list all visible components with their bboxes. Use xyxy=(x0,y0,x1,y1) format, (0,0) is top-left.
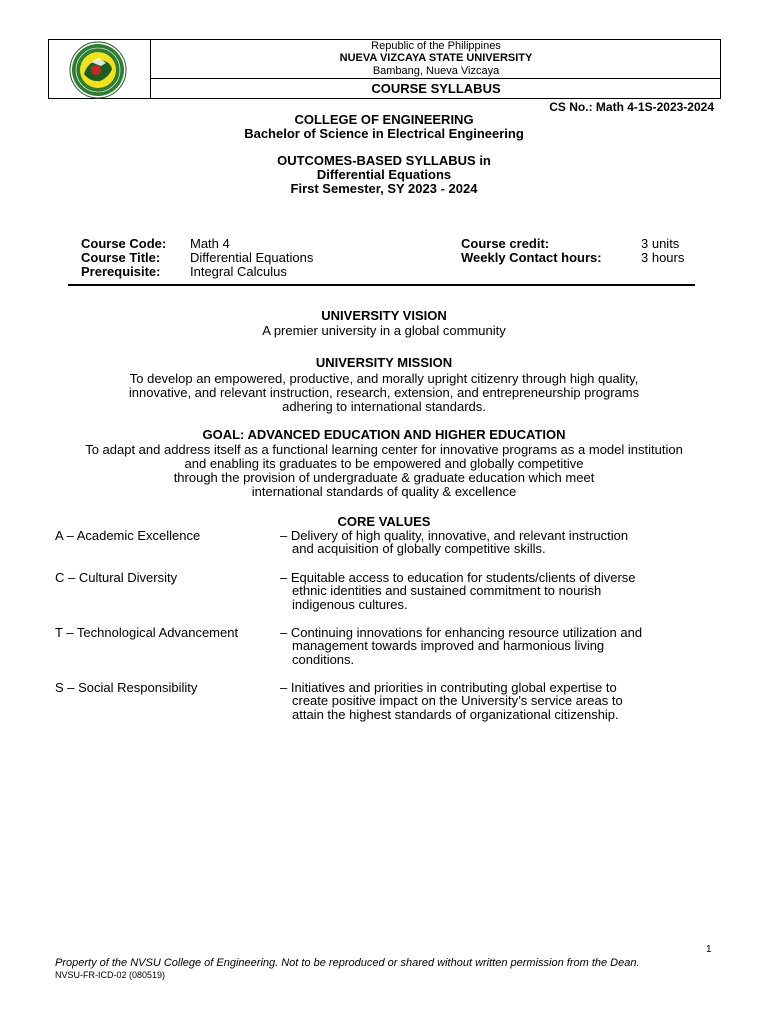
prerequisite-label: Prerequisite: xyxy=(81,264,161,279)
course-code-value: Math 4 xyxy=(190,236,230,251)
republic-line: Republic of the Philippines xyxy=(371,40,501,52)
form-number: NVSU-FR-ICD-02 (080519) xyxy=(55,970,166,980)
core-value-desc: conditions. xyxy=(292,652,355,667)
core-value-desc: indigenous cultures. xyxy=(292,597,408,612)
mission-line: innovative, and relevant instruction, research, extension, and entrepreneurship programs xyxy=(128,385,640,400)
core-value-desc: and acquisition of globally competitive skills. xyxy=(292,541,546,556)
core-value-label: C – Cultural Diversity xyxy=(55,570,178,585)
program-title: Bachelor of Science in Electrical Engineering xyxy=(244,126,524,141)
goal-heading: GOAL: ADVANCED EDUCATION AND HIGHER EDUCATION xyxy=(202,427,566,442)
university-name: NUEVA VIZCAYA STATE UNIVERSITY xyxy=(339,52,533,64)
cs-number: CS No.: Math 4-1S-2023-2024 xyxy=(549,100,714,114)
course-name-title: Differential Equations xyxy=(316,167,452,182)
course-title-label: Course Title: xyxy=(81,250,161,265)
goal-line: through the provision of undergraduate & graduate education which meet xyxy=(173,470,595,485)
goal-line: To adapt and address itself as a functional learning center for innovative programs as a model institution xyxy=(85,442,683,457)
core-value-desc: – Equitable access to education for students/clients of diverse xyxy=(280,570,636,585)
core-value-desc: management towards improved and harmonious living xyxy=(292,638,605,653)
contact-hours-value: 3 hours xyxy=(641,250,685,265)
college-title: COLLEGE OF ENGINEERING xyxy=(294,112,474,127)
document-type: COURSE SYLLABUS xyxy=(371,81,501,96)
core-value-desc: – Delivery of high quality, innovative, and relevant instruction xyxy=(280,528,629,543)
core-value-label: A – Academic Excellence xyxy=(55,528,201,543)
core-values-heading: CORE VALUES xyxy=(337,514,431,529)
course-credit-label: Course credit: xyxy=(461,236,550,251)
course-code-label: Course Code: xyxy=(81,236,167,251)
core-value-desc: – Continuing innovations for enhancing resource utilization and xyxy=(280,625,643,640)
header-divider xyxy=(150,78,721,79)
mission-heading: UNIVERSITY MISSION xyxy=(315,355,453,370)
core-value-label: S – Social Responsibility xyxy=(55,680,198,695)
semester-title: First Semester, SY 2023 - 2024 xyxy=(290,181,478,196)
section-rule xyxy=(68,284,695,286)
course-title-value: Differential Equations xyxy=(190,250,314,265)
obs-title: OUTCOMES-BASED SYLLABUS in xyxy=(277,153,491,168)
core-value-desc: – Initiatives and priorities in contributing global expertise to xyxy=(280,680,617,695)
core-value-desc: attain the highest standards of organizational citizenship. xyxy=(292,707,619,722)
core-value-label: T – Technological Advancement xyxy=(55,625,239,640)
core-value-desc: ethnic identities and sustained commitment to nourish xyxy=(292,583,602,598)
goal-line: international standards of quality & excellence xyxy=(251,484,517,499)
contact-hours-label: Weekly Contact hours: xyxy=(461,250,602,265)
vision-text: A premier university in a global community xyxy=(262,323,506,338)
prerequisite-value: Integral Calculus xyxy=(190,264,287,279)
vision-heading: UNIVERSITY VISION xyxy=(321,308,447,323)
course-credit-value: 3 units xyxy=(641,236,680,251)
university-seal-logo xyxy=(66,41,130,99)
page-number: 1 xyxy=(706,944,712,955)
core-value-desc: create positive impact on the University’s service areas to xyxy=(292,693,623,708)
mission-line: To develop an empowered, productive, and morally upright citizenry through high quality, xyxy=(129,371,639,386)
university-location: Bambang, Nueva Vizcaya xyxy=(372,65,500,77)
footer-notice: Property of the NVSU College of Engineering. Not to be reproduced or shared without written permission from the Dean. xyxy=(55,957,640,969)
mission-line: adhering to international standards. xyxy=(282,399,486,414)
goal-line: and enabling its graduates to be empowered and globally competitive xyxy=(184,456,584,471)
